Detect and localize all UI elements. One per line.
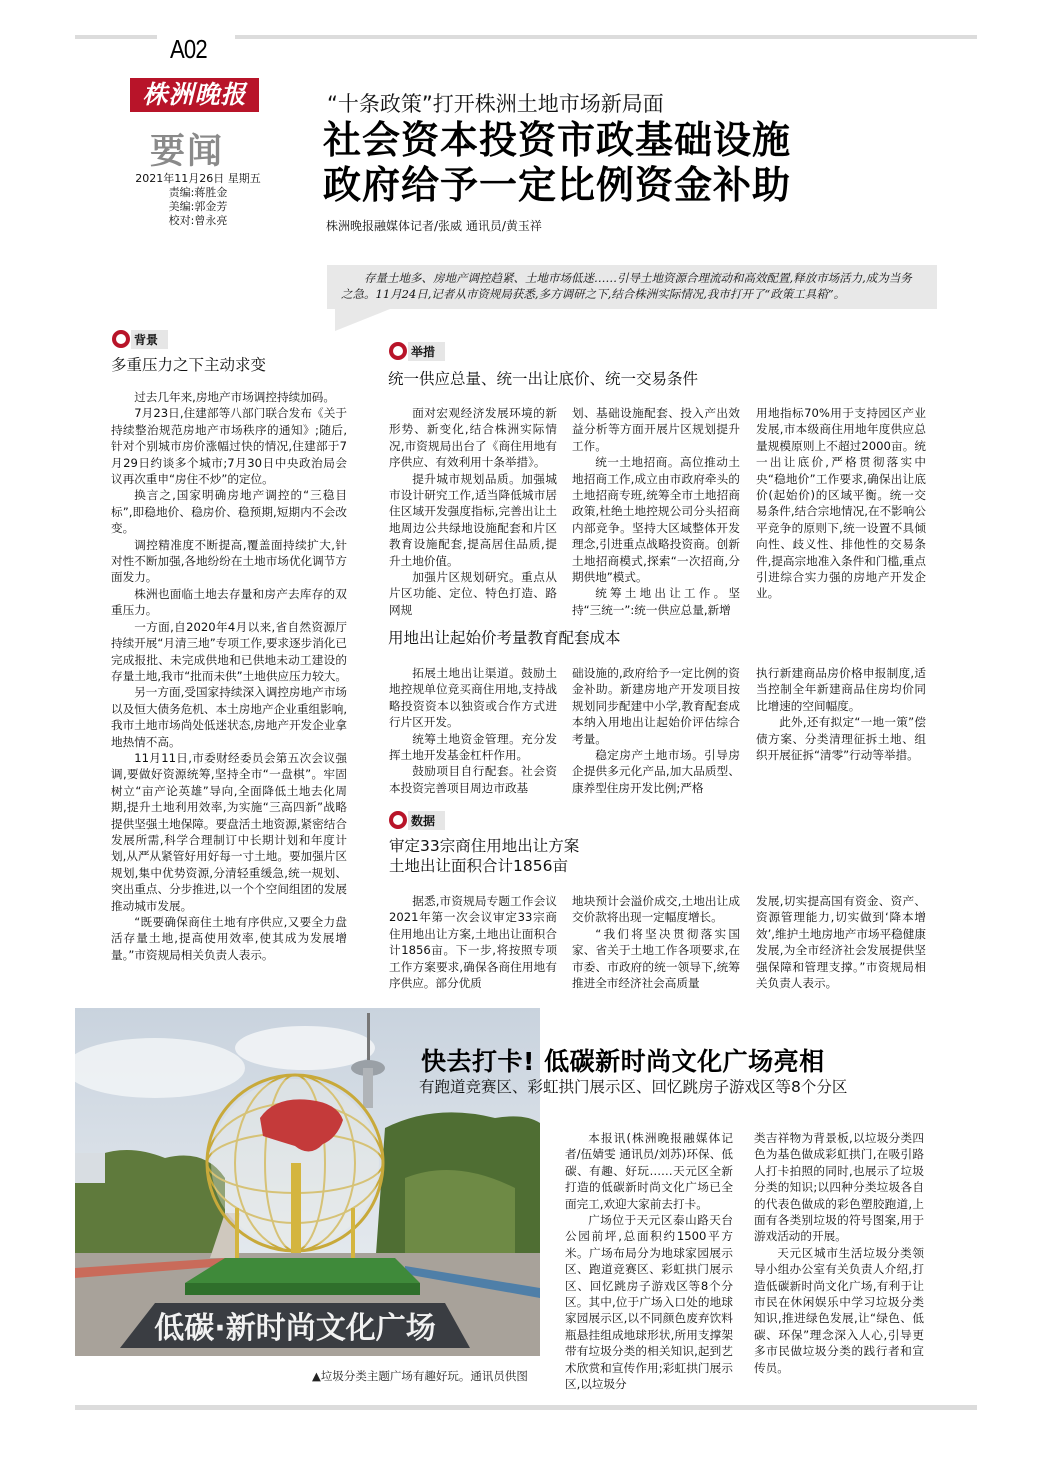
paragraph: 调控精准度不断提高,覆盖面持续扩大,针对性不断加强,各地纷纷在土地市场优化调节方面发力。 [111,537,347,585]
newspaper-masthead: 株洲晚报 [130,78,259,112]
data-col-2 [572,893,740,991]
background-subhead: 多重压力之下主动求变 [111,356,267,374]
paragraph: 11月11日,市委财经委员会第五次会议强调,要做好资源统筹,坚持全市“一盘棋”。牢固树立“亩产论英雄”导向,全面降低土地去化周期,提升土地利用效率,为实施“三高四新”战略提供坚强土地保障。要盘活土地资源,紧密结合发展所需,科学合理制订中长期计划和年度计划,从严从紧管好用好每一寸土地。要加强片区规划,集中优势资源,分清轻重缓急,统一规划、突出重点、分步推进,以一个个空间组团的发展推动城市发展。 [111,750,347,913]
paragraph: 划、基础设施配套、投入产出效益分析等方面开展片区规划提升工作。 [572,406,740,453]
background-body [111,389,347,963]
paragraph: 提升城市规划品质。加强城市设计研究工作,适当降低城市居住区域开发强度指标,完善出让土地周边公共绿地设施配套和片区教育设施配套,提高居住品质,提升土地价值。 [389,471,557,568]
top-rule-left [75,35,157,39]
tag-background [112,330,168,348]
section-marker-icon [389,811,407,829]
paragraph: 株洲也面临土地去存量和房产去库存的双重压力。 [111,586,347,618]
paragraph: 用地指标70%用于支持园区产业发展,市本级商住用地年度供应总量规模原则上不超过2000亩。统一出让底价,严格贯彻落实中央“稳地价”工作要求,确保出让底价(起始价)的区域平衡。统一交易条件,结合宗地情况,在不影响公平竞争的原则下,统一设置不具倾向性、歧义性、排他性的交易条件,提高宗地准入条件和门槛,重点引进综合实力强的房地产开发企业。 [756,406,926,601]
plaza-sign-text: 低碳·新时尚文化广场 [154,1311,436,1346]
photo-caption: ▲垃圾分类主题广场有趣好玩。通讯员供图 [312,1369,528,1383]
data-subhead-line-2: 土地出让面积合计1856亩 [389,857,568,875]
education-col-1 [389,665,557,796]
data-subhead-line-1: 审定33宗商住用地出让方案 [389,837,580,855]
feature-col-2 [754,1130,924,1376]
section-marker-icon [112,330,130,348]
paragraph: 广场位于天元区泰山路天台公园前坪,总面积约1500平方米。广场布局分为地球家园展示区、跑道竞赛区、彩虹拱门展示区、回忆跳房子游戏区等8个分区。其中,位于广场入口处的地球家园展示区,以不同颜色废弃饮料瓶悬挂组成地球形状,所用支撑架带有垃圾分类的相关知识,起到艺术欣赏和宣传作用;彩虹拱门展示区,以垃圾分 [565,1213,733,1392]
measures-subhead: 统一供应总量、统一出让底价、统一交易条件 [388,370,699,388]
paragraph: 础设施的,政府给予一定比例的资金补助。新建房地产开发项目按规划同步配建中小学,教育配套成本纳入用地出让起始价评估综合考量。 [572,666,740,746]
editor-credit: 责编:蒋胜金 [168,186,228,199]
paragraph: 地块预计会溢价成交,土地出让成交价款将出现一定幅度增长。 [572,894,740,925]
tag-label: 举措 [408,342,445,361]
paragraph: 本报讯(株洲晚报融媒体记者/伍婧雯 通讯员/刘苏)环保、低碳、有趣、好玩……天元区全新打造的低碳新时尚文化广场已全面完工,欢迎大家前去打卡。 [565,1131,733,1211]
education-col-3 [756,665,926,763]
paragraph: 面对宏观经济发展环境的新形势、新变化,结合株洲实际情况,市资规局出台了《商住用地有序供应、有效利用十条举措》。 [389,406,557,470]
paragraph: 鼓励项目自行配套。社会资本投资完善项目周边市政基 [389,764,557,795]
feature-title: 快去打卡! 低碳新时尚文化广场亮相 [421,1047,825,1076]
paragraph: “我们将坚决贯彻落实国家、省关于土地工作各项要求,在市委、市政府的统一领导下,统筹推进全市经济社会高质量 [572,926,740,991]
measures-col-1 [389,405,557,618]
paragraph: 统筹土地资金管理。充分发挥土地开发基金杠杆作用。 [389,731,557,763]
tag-label: 数据 [408,811,445,830]
tag-label: 背景 [131,330,168,349]
education-subhead: 用地出让起始价考量教育配套成本 [388,629,621,647]
paragraph: 类吉祥物为背景板,以垃圾分类四色为基色做成彩虹拱门,在吸引路人打卡拍照的同时,也展示了垃圾分类的知识;以四种分类垃圾各自的代表色做成的彩色塑胶跑道,上面有各类别垃圾的符号图案,用于游戏活动的开展。 [754,1131,924,1244]
paragraph: 拓展土地出让渠道。鼓励土地控规单位竞买商住用地,支持战略投资资本以独资或合作方式进行片区开发。 [389,666,557,730]
proofreader-credit: 校对:曾永亮 [168,214,228,227]
measures-col-2 [572,405,740,618]
paragraph: “既要确保商住土地有序供应,又要全力盘活存量土地,提高使用效率,使其成为发展增量。”市资规局相关负责人表示。 [111,915,347,962]
paragraph: 此外,还有拟定“一地一策”偿债方案、分类清理征拆土地、组织开展征拆“清零”行动等举措。 [756,715,926,763]
paragraph: 稳定房产土地市场。引导房企提供多元化产品,加大品质型、康养型住房开发比例;严格 [572,748,740,795]
paragraph: 过去几年来,房地产市场调控持续加码。 [134,390,335,404]
paragraph: 7月23日,住建部等八部门联合发布《关于持续整治规范房地产市场秩序的通知》;随后,针对个别城市房价涨幅过快的情况,住建部于7月29日约谈多个城市;7月30日中央政治局会议再次重申“房住不炒”的定位。 [111,406,347,487]
lead-box [327,265,937,309]
data-col-1 [389,893,557,991]
feature-col-1 [565,1130,733,1393]
education-col-2 [572,665,740,796]
paragraph: 另一方面,受国家持续深入调控房地产市场以及恒大债务危机、本土房地产企业重组影响,我市土地市场尚处低迷状态,房地产开发企业拿地热情不高。 [111,685,347,749]
paragraph: 据悉,市资规局专题工作会议2021年第一次会议审定33宗商住用地出让方案,土地出让面积合计1856亩。下一步,将按照专项工作方案要求,确保各商住用地有序供应。部分优质 [389,894,557,991]
top-rule-right [235,35,977,39]
tag-data [389,811,445,829]
paragraph: 一方面,自2020年4月以来,省自然资源厅持续开展“月清三地”专项工作,要求逐步消化已完成报批、未完成供地和已供地未动工建设的存量土地,我市“批而未供”土地供应压力较大。 [111,619,347,683]
measures-col-3 [756,405,926,602]
page-number: A02 [170,34,207,64]
art-editor-credit: 美编:郭金芳 [168,200,228,213]
paragraph: 发展,切实提高国有资金、资产、资源管理能力,切实做到‘降本增效’,维护土地房地产市场平稳健康发展,为全市经济社会发展提供坚强保障和管理支撑。”市资规局相关负责人表示。 [756,894,926,991]
headline-line-1: 社会资本投资市政基础设施 [323,118,792,162]
section-title: 要闻 [150,131,225,172]
paragraph: 天元区城市生活垃圾分类领导小组办公室有关负责人介绍,打造低碳新时尚文化广场,有利于让市民在休闲娱乐中学习垃圾分类知识,推进绿色发展,让“绿色、低碳、环保”理念深入人心,引导更多市民做垃圾分类的践行者和宣传员。 [754,1245,924,1375]
paragraph: 统筹土地出让工作。坚持“三统一”:统一供应总量,新增 [572,586,740,617]
lead-box-pointer [335,309,390,331]
section-marker-icon [389,342,407,360]
paragraph: 换言之,国家明确房地产调控的“三稳目标”,即稳地价、稳房价、稳预期,短期内不会改变。 [111,488,347,536]
feature-subtitle: 有跑道竞赛区、彩虹拱门展示区、回忆跳房子游戏区等8个分区 [419,1078,848,1096]
data-col-3 [756,893,926,991]
tag-measures [389,342,445,360]
issue-date: 2021年11月26日 星期五 [135,172,261,185]
bottom-rule [75,1405,977,1410]
paragraph: 统一土地招商。高位推动土地招商工作,成立由市政府牵头的土地招商专班,统筹全市土地招商政策,杜绝土地控规公司分头招商内部竞争。坚持大区域整体开发理念,引进重点战略投资商。创新土地招商模式,探索“一次招商,分期供地”模式。 [572,455,740,585]
headline-line-2: 政府给予一定比例资金补助 [323,163,792,207]
paragraph: 执行新建商品房价格申报制度,适当控制全年新建商品住房均价同比增速的空间幅度。 [756,666,926,713]
paragraph: 加强片区规划研究。重点从片区功能、定位、特色打造、路网规 [389,570,557,617]
byline: 株洲晚报融媒体记者/张威 通讯员/黄玉祥 [326,219,542,233]
headline-kicker: “十条政策”打开株洲土地市场新局面 [327,92,664,116]
lead-text: 存量土地多、房地产调控趋紧、土地市场低迷……引导土地资源合理流动和高效配置,释放市场活力,成为当务之急。11月24日,记者从市资规局获悉,多方调研之下,结合株洲实际情况,我市打开了“政策工具箱”。 [341,271,912,301]
